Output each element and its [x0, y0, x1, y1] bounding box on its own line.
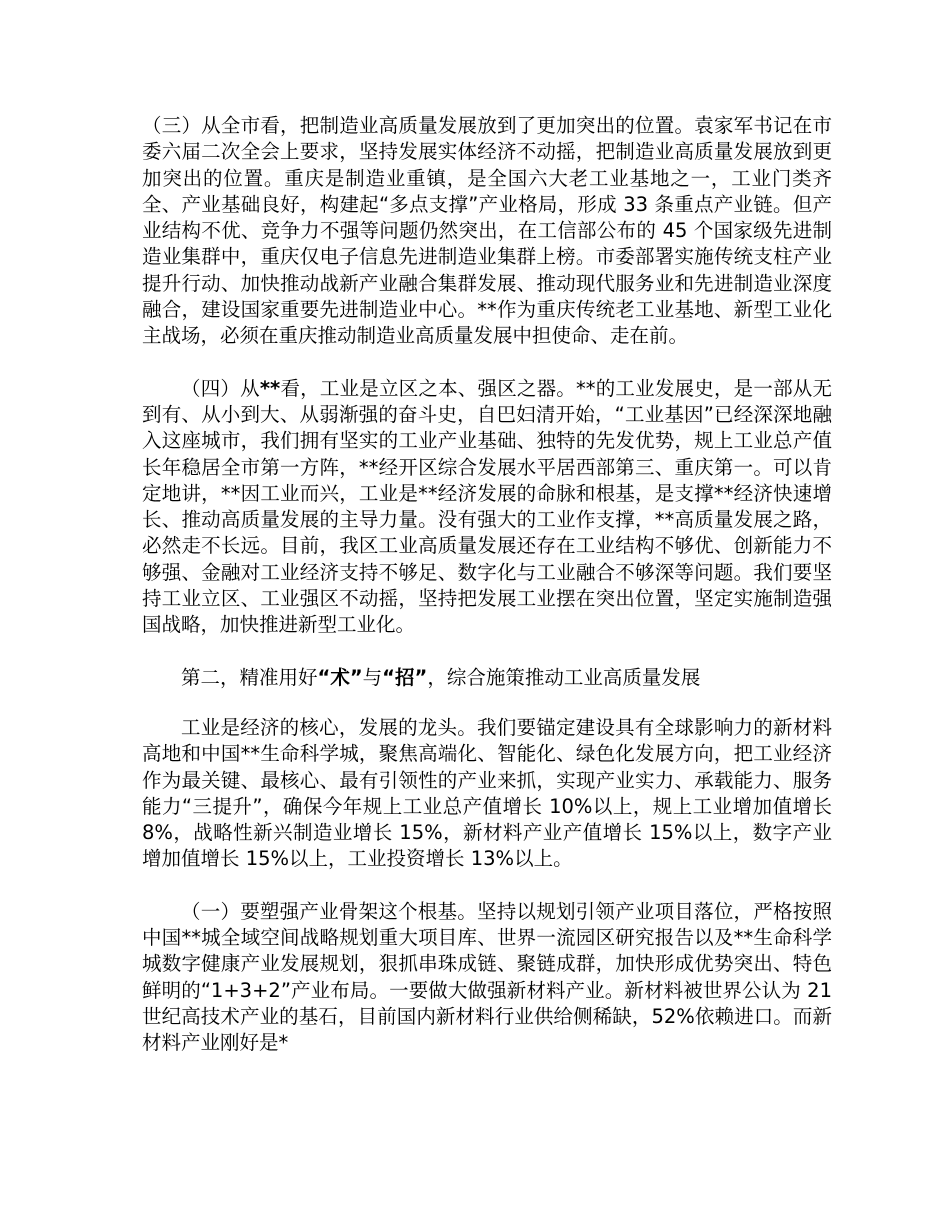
heading-part-1: 第二，精准用好: [181, 665, 318, 689]
paragraph-industry-core: 工业是经济的核心，发展的龙头。我们要锚定建设具有全球影响力的新材料高地和中国**生命科学城，聚焦高端化、智能化、绿色化发展方向，把工业经济作为最关键、最核心、最有引领性的产业来抓，实现产业实力、承载能力、服务能力“三提升”，确保今年规上工业总产值增长 10%以上，规上工业增加值增长 8%，战略性新兴制造业增长 15%，新材料产业产值增长 15%以上，数字产业增加值增长 15%以上，工业投资增长 13%以上。: [142, 715, 832, 871]
paragraph-city-level: （三）从全市看，把制造业高质量发展放到了更加突出的位置。袁家军书记在市委六届二次全会上要求，坚持发展实体经济不动摇，把制造业高质量发展放到更加突出的位置。重庆是制造业重镇，是全国六大老工业基地之一，工业门类齐全、产业基础良好，构建起“多点支撑”产业格局，形成 33 条重点产业链。但产业结构不优、竞争力不强等问题仍然突出，在工信部公布的 45 个国家级先进制造业集群中，重庆仅电子信息先进制造业集群上榜。市委部署实施传统支柱产业提升行动、加快推动战新产业融合集群发展、推动现代服务业和先进制造业深度融合，建设国家重要先进制造业中心。**作为重庆传统老工业基地、新型工业化主战场，必须在重庆推动制造业高质量发展中担使命、走在前。: [142, 114, 832, 348]
paragraph-lead: （四）从: [181, 376, 260, 400]
section-heading: [142, 665, 832, 691]
heading-bold-2: “招”: [382, 665, 428, 689]
paragraph-rest: 看，工业是立区之本、强区之器。**的工业发展史，是一部从无到有、从小到大、从弱渐强的奋斗史，自巴妇清开始，“工业基因”已经深深地融入这座城市，我们拥有坚实的工业产业基础、独特的先发优势，规上工业总产值长年稳居全市第一方阵，**经开区综合发展水平居西部第三、重庆第一。可以肯定地讲，**因工业而兴，工业是**经济发展的命脉和根基，是支撑**经济快速增长、推动高质量发展的主导力量。没有强大的工业作支撑，**高质量发展之路，必然走不长远。目前，我区工业高质量发展还存在工业结构不够优、创新能力不够强、金融对工业经济支持不够足、数字化与工业融合不够深等问题。我们要坚持工业立区、工业强区不动摇，坚持把发展工业摆在突出位置，坚定实施制造强国战略，加快推进新型工业化。: [142, 376, 832, 637]
document-page: [142, 113, 832, 1083]
paragraph-industry-framework: （一）要塑强产业骨架这个根基。坚持以规划引领产业项目落位，严格按照中国**城全域空间战略规划重大项目库、世界一流园区研究报告以及**生命科学城数字健康产业发展规划，狠抓串珠成链、聚链成群，加快形成优势突出、特色鲜明的“1+3+2”产业布局。一要做大做强新材料产业。新材料被世界公认为 21 世纪高技术产业的基石，目前国内新材料行业供给侧稀缺，52%依赖进口。而新材料产业刚好是*: [142, 899, 832, 1055]
heading-bold-1: “术”: [317, 665, 363, 689]
heading-part-2: 与: [362, 665, 383, 689]
bold-placeholder: **: [259, 376, 281, 400]
paragraph-district-level: [142, 376, 832, 639]
heading-part-3: ，综合施策推动工业高质量发展: [427, 665, 701, 689]
